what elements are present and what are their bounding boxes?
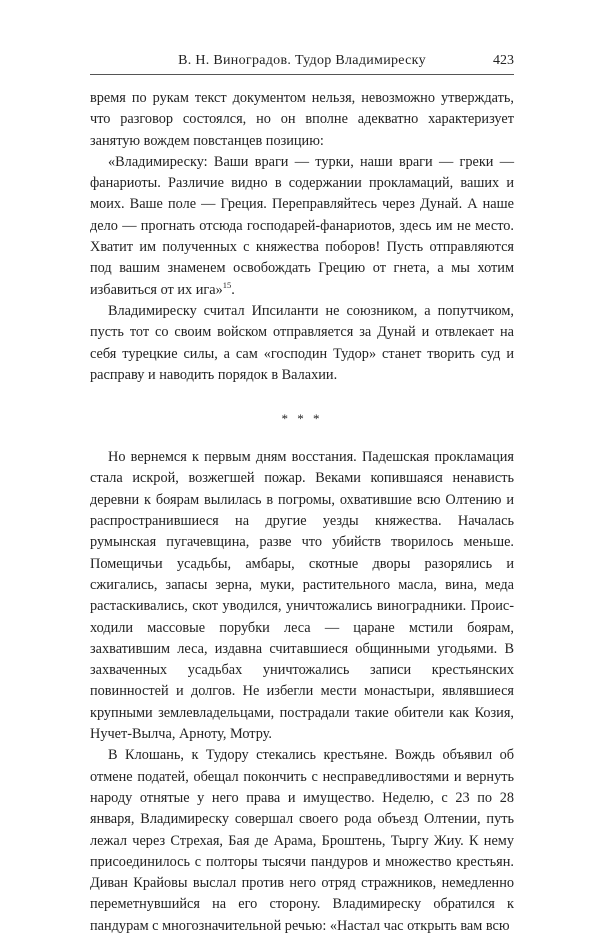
paragraph-ally: Владимиреску считал Ипсиланти не союзником, а попутчиком, пусть тот со своим войском отправляется за Дунай и отвлекает на себя турецкие силы, а сам «господин Тудор» станет творить суд и расправу и наводить порядок в Валахии. xyxy=(90,302,514,383)
paragraph-uprising: Но вернемся к первым дням восстания. Падешская прокламация стала искрой, возжегшей пожар. Веками копившаяся ненависть деревни к боярам вылилась в погромы, охватившие всю Олтению и распространившиеся на другие уезды княжества. Началась румынская пугачевщина, разве что убийств творилось меньше. Помещичьи усадьбы, амбары, скотные дворы разорялись и сжигались, запасы зерна, муки, растительного масла, вина, меда растаскивались, скот уводился, уничтожались виноградники. Происходили массовые порубки леса — царане мстили боярам, захватившим леса, издавна считавшиеся общинными угодьями. В захваченных усадьбах уничтожались записи крестьянских повинностей и долгов. Не избегли мести монастыри, являвшиеся крупными землевладельцами, пострадали такие обители как Козия, Нучет-Вылча, Арноту, Мотру. xyxy=(90,449,514,743)
footnote-ref[interactable]: 15 xyxy=(222,279,232,290)
paragraph-intro: время по рукам текст документом нельзя, невозможно утверждать, что разговор состоялся, но он вполне адекватно характеризует занятую вождем повстанцев позицию: xyxy=(90,90,514,149)
running-title: В. Н. Виноградов. Тудор Владимиреску xyxy=(178,53,426,68)
section-separator: * * * xyxy=(281,411,323,427)
quote-text: «Владимиреску: Ваши враги — турки, наши враги — греки — фанариоты. Различие видно в содержании прокламаций, ваших и моих. Ваше поле — Греция. Переправляйтесь через Дунай. А наше дело — прогнать отсюда господарей-фанариотов, здесь им не место. Хватит им полученных с княжества поборов! Пусть отправляются под вашим знаменем освобождать Грецию от гнета, а мы хотим избавиться от их ига» xyxy=(90,153,514,298)
page-number: 423 xyxy=(493,53,514,68)
body-text xyxy=(90,88,514,937)
running-header xyxy=(90,52,514,75)
paragraph-quote: «Владимиреску: Ваши враги — турки, наши враги — греки — фанариоты. Различие видно в содержании прокламаций, ваших и моих. Ваше поле — Греция. Переправляйтесь через Дунай. А наше дело — прогнать отсюда господарей-фанариотов, здесь им не место. Хватит им полученных с княжества поборов! Пусть отправляются под вашим знаменем освобождать Грецию от гнета, а мы хотим избавиться от их ига»$^{15}$. xyxy=(90,153,514,298)
paragraph-closhan: В Клошань, к Тудору стекались крестьяне. Вождь объявил об отмене податей, обещал покончить с несправедливостями и вернуть народу отнятые у него права и имущество. Неделю, с 23 по 28 января, Владимиреску совершал своего рода объезд Олтении, путь лежал через Стрехая, Бая де Арама, Броштень, Тыргу Жиу. К нему присоединилось с полторы тысячи пандуров и множество крестьян. Диван Крайовы выслал против него отряд стражников, немедленно переметнувшийся на его сторону. Владимиреску обратился к пандурам с многозначительной речью: «Настал час открыть вам всю xyxy=(90,747,514,934)
